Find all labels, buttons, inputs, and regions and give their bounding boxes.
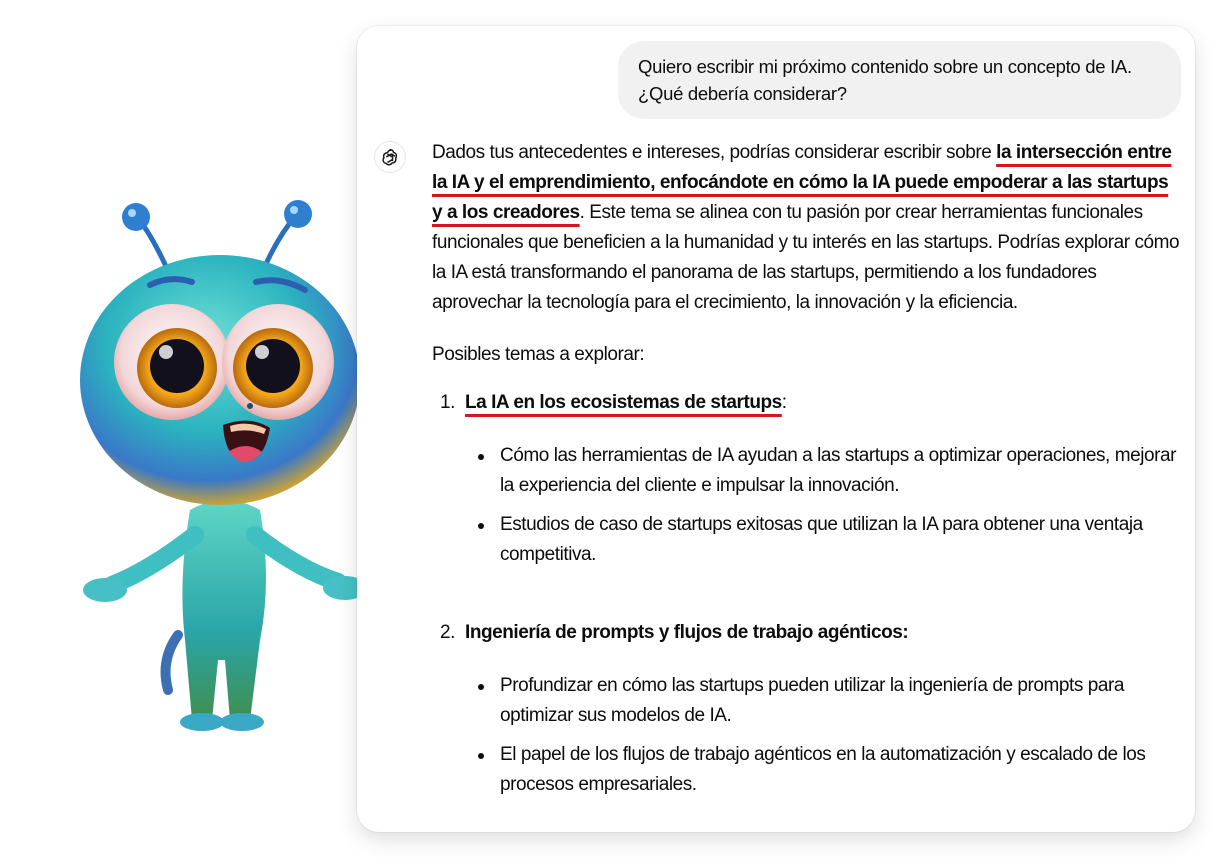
topic-bullets [465, 441, 1182, 570]
topic-title: La IA en los ecosistemas de startups [465, 392, 782, 413]
topic-number: 1. [440, 392, 455, 413]
chat-window-card [357, 26, 1195, 832]
assistant-answer [432, 138, 1182, 800]
topics-list [432, 388, 1182, 800]
user-message-bubble [618, 41, 1181, 119]
topic-item [432, 388, 1182, 570]
topic-title-suffix: : [781, 392, 787, 413]
topics-lead: Posibles temas a explorar: [432, 344, 645, 365]
intro-text-after: . Este tema se alinea con tu pasión por crear herramientas funcionales funcionales que beneficien a la humanidad y tu interés en las startups. Podrías explorar cómo la IA está transformando el panorama de las startups, permitiendo a los fundadores aprovechar la tecnología para el crecimiento, la innovación y la eficiencia. [432, 202, 1180, 313]
user-message-line-1: Quiero escribir mi próximo contenido sobre un concepto de IA. [638, 56, 1132, 77]
topic-bullets [465, 671, 1182, 800]
alien-mascot-illustration [60, 190, 390, 750]
bullet-item: Estudios de caso de startups exitosas que utilizan la IA para obtener una ventaja competitiva. [500, 510, 1182, 570]
topic-number: 2. [440, 622, 455, 643]
intro-highlight: la intersección entre la IA y el emprendimiento, enfocándote en cómo la IA puede empoderar a las startups y a los creadores [432, 142, 1172, 223]
topic-item [432, 618, 1182, 800]
intro-paragraph [432, 138, 1182, 318]
intro-text-before: Dados tus antecedentes e intereses, podrías considerar escribir sobre [432, 142, 997, 163]
assistant-avatar [374, 141, 406, 173]
bullet-item: Profundizar en cómo las startups pueden utilizar la ingeniería de prompts para optimizar sus modelos de IA. [500, 671, 1182, 731]
topic-title: Ingeniería de prompts y flujos de trabajo agénticos: [465, 622, 909, 643]
user-message-line-2: ¿Qué debería considerar? [638, 83, 847, 104]
openai-logo-icon [380, 147, 400, 167]
bullet-item: Cómo las herramientas de IA ayudan a las startups a optimizar operaciones, mejorar la experiencia del cliente e impulsar la innovación. [500, 441, 1182, 501]
bullet-item: El papel de los flujos de trabajo agénticos en la automatización y escalado de los procesos empresariales. [500, 740, 1182, 800]
